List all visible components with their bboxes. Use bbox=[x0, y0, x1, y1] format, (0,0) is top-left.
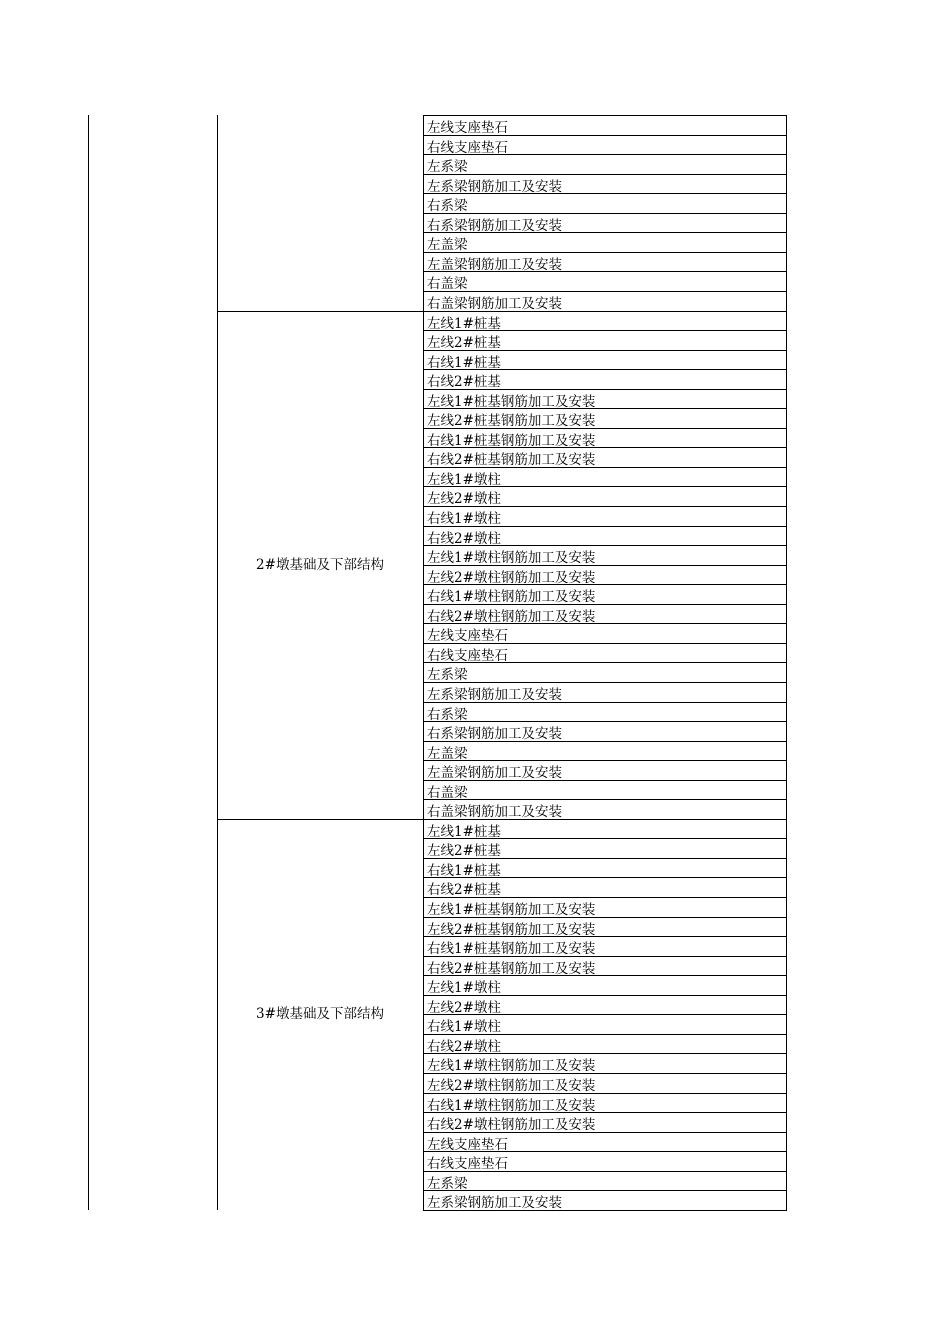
item-cell: 右线支座垫石 bbox=[427, 139, 508, 155]
item-cell: 左系梁钢筋加工及安装 bbox=[427, 178, 562, 194]
item-cell: 左线1#桩基 bbox=[427, 823, 501, 839]
item-cell: 左盖梁 bbox=[427, 745, 468, 761]
item-cell: 左线2#桩基钢筋加工及安装 bbox=[427, 921, 596, 937]
item-cell: 右盖梁 bbox=[427, 784, 468, 800]
item-cell: 右线1#桩基 bbox=[427, 354, 501, 370]
item-cell: 右盖梁钢筋加工及安装 bbox=[427, 804, 562, 819]
group-label: 3#墩基础及下部结构 bbox=[256, 1006, 384, 1023]
item-cell: 右线1#墩柱钢筋加工及安装 bbox=[427, 1097, 596, 1113]
item-cell: 左线1#桩基钢筋加工及安装 bbox=[427, 902, 596, 917]
item-cell: 右线2#桩基 bbox=[427, 882, 501, 897]
item-cell: 左线2#桩基 bbox=[427, 335, 501, 350]
item-cell: 右线支座垫石 bbox=[427, 1156, 508, 1171]
item-cell: 左线2#桩基 bbox=[427, 843, 501, 858]
item-cell: 左系梁钢筋加工及安装 bbox=[427, 1195, 562, 1210]
left-border-line bbox=[88, 115, 89, 1210]
item-cell: 右线2#桩基钢筋加工及安装 bbox=[427, 960, 596, 976]
item-cell: 右线2#墩柱 bbox=[427, 530, 501, 546]
group-separator bbox=[217, 819, 423, 820]
item-cell: 左线支座垫石 bbox=[427, 120, 508, 135]
item-cell: 左线1#桩基钢筋加工及安装 bbox=[427, 393, 596, 409]
item-cell: 右线2#墩柱 bbox=[427, 1038, 501, 1054]
item-cell: 右线2#桩基 bbox=[427, 374, 501, 389]
item-cell: 右盖梁 bbox=[427, 276, 468, 291]
item-cell: 左线1#墩柱 bbox=[427, 980, 501, 995]
item-cell: 右线1#墩柱 bbox=[427, 511, 501, 526]
item-cell: 左线2#墩柱钢筋加工及安装 bbox=[427, 1077, 596, 1093]
item-cell: 右线2#墩柱钢筋加工及安装 bbox=[427, 1117, 596, 1132]
item-cell: 右线2#桩基钢筋加工及安装 bbox=[427, 452, 596, 467]
item-cell: 右系梁 bbox=[427, 706, 468, 722]
item-cell: 左线1#墩柱钢筋加工及安装 bbox=[427, 1058, 596, 1073]
item-cell: 左线支座垫石 bbox=[427, 628, 508, 643]
item-cell: 右线1#桩基钢筋加工及安装 bbox=[427, 432, 596, 448]
item-cell: 左系梁钢筋加工及安装 bbox=[427, 686, 562, 702]
group-separator bbox=[217, 311, 423, 312]
item-cell: 左系梁 bbox=[427, 667, 468, 682]
item-cell: 右线2#墩柱钢筋加工及安装 bbox=[427, 608, 596, 624]
item-cell: 右线支座垫石 bbox=[427, 647, 508, 663]
item-cell: 左盖梁钢筋加工及安装 bbox=[427, 256, 562, 272]
item-cell: 左线2#墩柱钢筋加工及安装 bbox=[427, 569, 596, 585]
item-cell: 右线1#桩基钢筋加工及安装 bbox=[427, 941, 596, 956]
item-cell: 左线1#桩基 bbox=[427, 315, 501, 331]
item-cell: 右线1#墩柱 bbox=[427, 1019, 501, 1034]
item-cell: 左线2#墩柱 bbox=[427, 999, 501, 1015]
row-border bbox=[423, 1210, 787, 1211]
item-cell: 左线支座垫石 bbox=[427, 1136, 508, 1152]
item-cell: 左线2#桩基钢筋加工及安装 bbox=[427, 413, 596, 428]
item-cell: 左线2#墩柱 bbox=[427, 491, 501, 506]
item-cell: 右系梁钢筋加工及安装 bbox=[427, 217, 562, 233]
item-cell: 左盖梁钢筋加工及安装 bbox=[427, 765, 562, 780]
item-cell: 左盖梁 bbox=[427, 237, 468, 252]
item-cell: 左系梁 bbox=[427, 1175, 468, 1191]
group-label: 2#墩基础及下部结构 bbox=[256, 556, 384, 573]
item-cell: 右线1#墩柱钢筋加工及安装 bbox=[427, 589, 596, 604]
item-cell: 左线1#墩柱钢筋加工及安装 bbox=[427, 550, 596, 565]
item-cell: 右系梁 bbox=[427, 198, 468, 213]
item-cell: 左系梁 bbox=[427, 159, 468, 174]
item-cell: 左线1#墩柱 bbox=[427, 471, 501, 487]
item-cell: 右盖梁钢筋加工及安装 bbox=[427, 295, 562, 311]
group-column-left-line bbox=[217, 115, 218, 1210]
item-cell: 右系梁钢筋加工及安装 bbox=[427, 726, 562, 741]
item-cell: 右线1#桩基 bbox=[427, 862, 501, 878]
